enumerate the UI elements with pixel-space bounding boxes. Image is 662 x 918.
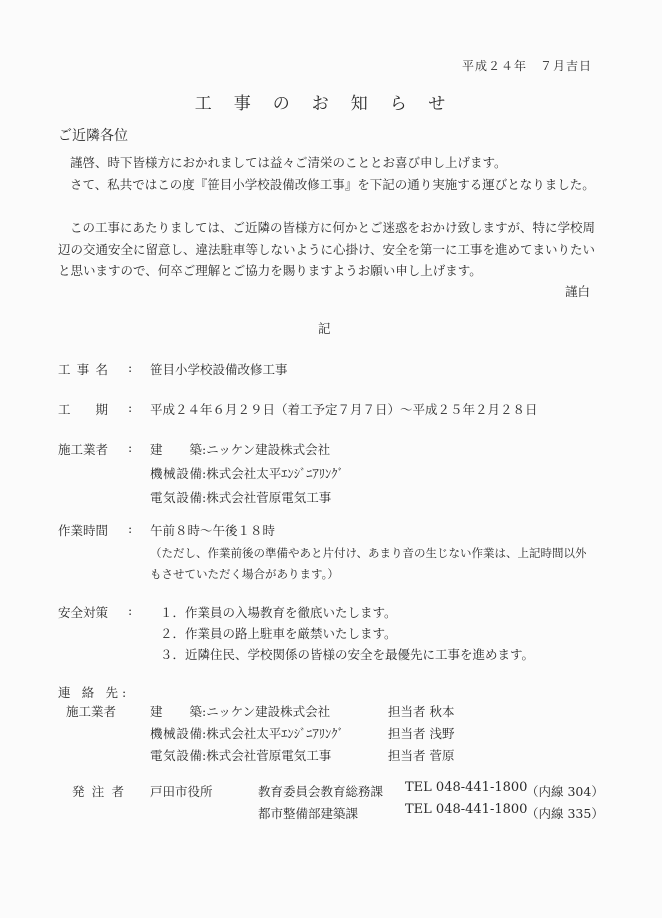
contractor-role: 機械設備 <box>150 466 202 481</box>
safety-item: １．作業員の入場教育を徹底いたします。 <box>160 605 397 620</box>
project-name-colon: : <box>128 360 133 375</box>
contact-row: 建築:ニッケン建設株式会社 <box>150 704 331 719</box>
client-dept: 都市整備部建築課 <box>258 806 359 821</box>
contacts-label: 連絡先 : <box>58 685 127 700</box>
greeting-paragraph: 謹啓、時下皆様方におかれましては益々ご清栄のこととお喜び申し上げます。 <box>70 155 507 170</box>
contact-row: 機械設備:株式会社太平ｴﾝｼﾞﾆｱﾘﾝｸﾞ <box>150 726 344 741</box>
safety-item: ３．近隣住民、学校関係の皆様の安全を最優先に工事を進めます。 <box>160 647 535 662</box>
safety-item: ２．作業員の路上駐車を厳禁いたします。 <box>160 626 397 641</box>
contractor-row: 機械設備:株式会社太平ｴﾝｼﾞﾆｱﾘﾝｸﾞ <box>150 466 344 481</box>
contractor-row: 電気設備:株式会社菅原電気工事 <box>150 490 332 505</box>
hours-note: もさせていただく場合があります。） <box>150 567 339 581</box>
contractor-label: 施工業者 <box>58 442 109 457</box>
client-extension: （内線 304） <box>526 784 604 799</box>
ki-heading: 記 <box>318 321 331 336</box>
contractor-company: 株式会社菅原電気工事 <box>206 490 332 505</box>
contractor-row: 建築:ニッケン建設株式会社 <box>150 442 331 457</box>
contractor-role: 建築 <box>150 442 202 457</box>
hours-label: 作業時間 <box>58 523 109 538</box>
contact-person: 担当者 秋本 <box>388 704 455 719</box>
client-dept: 教育委員会教育総務課 <box>258 784 384 799</box>
contact-person: 担当者 菅原 <box>388 748 455 763</box>
contractor-role: 電気設備 <box>150 490 202 505</box>
period-value: 平成２４年６月２９日（着工予定７月７日）～平成２５年２月２８日 <box>150 402 538 417</box>
contact-row: 電気設備:株式会社菅原電気工事 <box>150 748 332 763</box>
safety-label: 安全対策 <box>58 605 109 620</box>
hours-value: 午前８時～午後１８時 <box>150 523 276 538</box>
contractor-company: 株式会社太平ｴﾝｼﾞﾆｱﾘﾝｸﾞ <box>206 466 344 481</box>
request-paragraph: この工事にあたりましては、ご近隣の皆様方に何かとご迷惑をおかけ致しますが、特に学校周辺の交通安全に留意し、違法駐車等しないように心掛け、安全を第一に工事を進めてまいりたいと思いますので、何卒ご理解とご協力を賜りますようお願い申し上げます。 <box>58 220 596 278</box>
period-label: 工期 <box>58 402 108 417</box>
contractor-company: ニッケン建設株式会社 <box>206 442 331 457</box>
project-name-label: 工事名 <box>58 362 108 377</box>
hours-colon: : <box>128 521 133 536</box>
contact-company: 株式会社菅原電気工事 <box>206 748 332 763</box>
closing-word: 謹白 <box>565 284 591 299</box>
announcement-paragraph: さて、私共ではこの度『笹目小学校設備改修工事』を下記の通り実施する運びとなりました。 <box>70 177 595 192</box>
contacts-sub-label: 施工業者 <box>66 704 117 719</box>
client-label: 発注者 <box>72 784 124 799</box>
safety-colon: : <box>128 603 133 618</box>
contact-role: 電気設備 <box>150 748 202 763</box>
client-tel: TEL 048-441-1800 <box>405 802 528 817</box>
contact-role: 建築 <box>150 704 202 719</box>
client-org: 戸田市役所 <box>150 784 213 799</box>
page-title: 工事のお知らせ <box>194 94 468 114</box>
project-name-value: 笹目小学校設備改修工事 <box>150 362 288 377</box>
salutation: ご近隣各位 <box>58 128 128 144</box>
period-colon: : <box>128 400 133 415</box>
hours-note: （ただし、作業前後の準備やあと片付け、あまり音の生じない作業は、上記時間以外 <box>150 546 587 560</box>
contractor-colon: : <box>128 440 133 455</box>
client-extension: （内線 335） <box>526 806 604 821</box>
issue-date: 平成２４年 ７月吉日 <box>462 59 593 73</box>
contact-person: 担当者 浅野 <box>388 726 455 741</box>
contact-role: 機械設備 <box>150 726 202 741</box>
contact-company: ニッケン建設株式会社 <box>206 704 331 719</box>
client-tel: TEL 048-441-1800 <box>405 780 528 795</box>
contact-company: 株式会社太平ｴﾝｼﾞﾆｱﾘﾝｸﾞ <box>206 726 344 741</box>
